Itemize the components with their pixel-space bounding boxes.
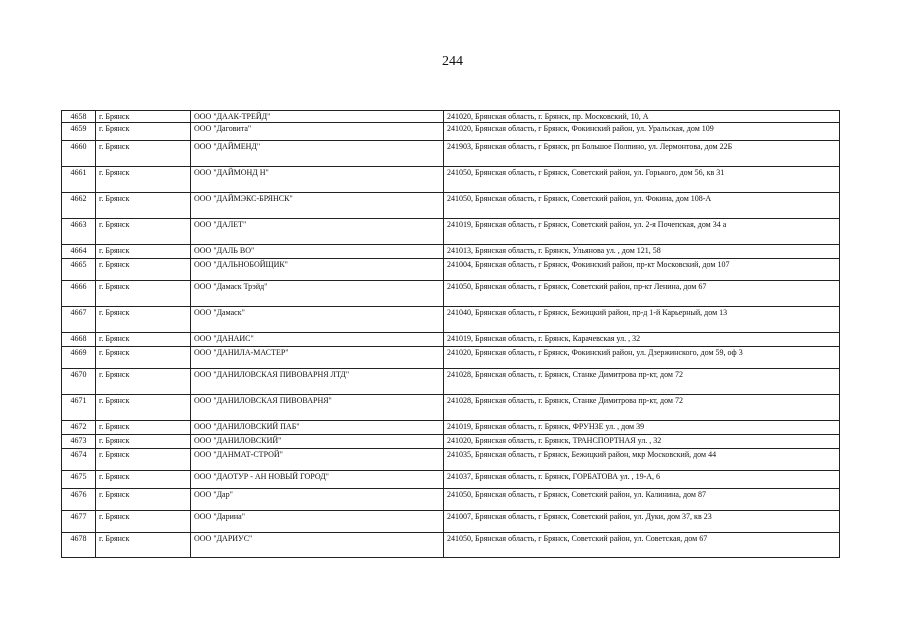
city-cell: г. Брянск [96, 281, 191, 307]
city-cell: г. Брянск [96, 333, 191, 347]
address-cell: 241035, Брянская область, г Брянск, Бежицкий район, мкр Московский, дом 44 [444, 449, 840, 471]
address-cell: 241019, Брянская область, г. Брянск, ФРУНЗЕ ул. , дом 39 [444, 421, 840, 435]
organization-name-cell: ООО "Дар" [191, 489, 444, 511]
table-row [62, 245, 840, 259]
table-row [62, 511, 840, 533]
row-number-cell: 4677 [62, 511, 96, 533]
table-row [62, 533, 840, 558]
organization-name-cell: ООО "ДАЛЕТ" [191, 219, 444, 245]
city-cell: г. Брянск [96, 471, 191, 489]
row-number-cell: 4671 [62, 395, 96, 421]
city-cell: г. Брянск [96, 395, 191, 421]
row-number-cell: 4666 [62, 281, 96, 307]
organization-name-cell: ООО "ДАНИЛОВСКАЯ ПИВОВАРНЯ ЛТД" [191, 369, 444, 395]
address-cell: 241050, Брянская область, г Брянск, Советский район, ул. Фокина, дом 108-А [444, 193, 840, 219]
organization-name-cell: ООО "ДАНАИС" [191, 333, 444, 347]
table-row [62, 111, 840, 123]
city-cell: г. Брянск [96, 307, 191, 333]
table-row [62, 333, 840, 347]
address-cell: 241004, Брянская область, г Брянск, Фокинский район, пр-кт Московский, дом 107 [444, 259, 840, 281]
city-cell: г. Брянск [96, 347, 191, 369]
table-row [62, 167, 840, 193]
row-number-cell: 4658 [62, 111, 96, 123]
address-cell: 241019, Брянская область, г. Брянск, Карачевская ул. , 32 [444, 333, 840, 347]
address-cell: 241020, Брянская область, г. Брянск, пр. Московский, 10, А [444, 111, 840, 123]
row-number-cell: 4675 [62, 471, 96, 489]
organization-name-cell: ООО "Дамаск" [191, 307, 444, 333]
city-cell: г. Брянск [96, 245, 191, 259]
address-cell: 241903, Брянская область, г Брянск, рп Большое Полпино, ул. Лермонтова, дом 22Б [444, 141, 840, 167]
row-number-cell: 4665 [62, 259, 96, 281]
table-row [62, 219, 840, 245]
table-row [62, 421, 840, 435]
organization-name-cell: ООО "ДАРИУС" [191, 533, 444, 558]
address-cell: 241050, Брянская область, г Брянск, Советский район, ул. Горького, дом 56, кв 31 [444, 167, 840, 193]
row-number-cell: 4667 [62, 307, 96, 333]
table-row [62, 281, 840, 307]
organization-name-cell: ООО "Даговита" [191, 123, 444, 141]
registry-table [61, 110, 840, 558]
registry-table-body [62, 111, 840, 558]
city-cell: г. Брянск [96, 533, 191, 558]
table-row [62, 347, 840, 369]
table-row [62, 471, 840, 489]
row-number-cell: 4670 [62, 369, 96, 395]
organization-name-cell: ООО "ДАНИЛОВСКАЯ ПИВОВАРНЯ" [191, 395, 444, 421]
table-row [62, 369, 840, 395]
address-cell: 241040, Брянская область, г Брянск, Бежицкий район, пр-д 1-й Карьерный, дом 13 [444, 307, 840, 333]
row-number-cell: 4674 [62, 449, 96, 471]
city-cell: г. Брянск [96, 141, 191, 167]
page-number: 244 [442, 54, 463, 69]
table-row [62, 489, 840, 511]
address-cell: 241020, Брянская область, г Брянск, Фокинский район, ул. Дзержинского, дом 59, оф 3 [444, 347, 840, 369]
row-number-cell: 4660 [62, 141, 96, 167]
address-cell: 241050, Брянская область, г Брянск, Советский район, ул. Калинина, дом 87 [444, 489, 840, 511]
city-cell: г. Брянск [96, 449, 191, 471]
city-cell: г. Брянск [96, 167, 191, 193]
table-row [62, 449, 840, 471]
row-number-cell: 4663 [62, 219, 96, 245]
table-row [62, 259, 840, 281]
organization-name-cell: ООО "ДАНИЛА-МАСТЕР" [191, 347, 444, 369]
row-number-cell: 4672 [62, 421, 96, 435]
table-row [62, 395, 840, 421]
address-cell: 241028, Брянская область, г. Брянск, Станке Димитрова пр-кт, дом 72 [444, 395, 840, 421]
row-number-cell: 4669 [62, 347, 96, 369]
city-cell: г. Брянск [96, 369, 191, 395]
table-row [62, 141, 840, 167]
city-cell: г. Брянск [96, 421, 191, 435]
organization-name-cell: ООО "ДАЛЬ ВО" [191, 245, 444, 259]
row-number-cell: 4676 [62, 489, 96, 511]
organization-name-cell: ООО "ДАЛЬНОБОЙЩИК" [191, 259, 444, 281]
organization-name-cell: ООО "ДААК-ТРЕЙД" [191, 111, 444, 123]
organization-name-cell: ООО "ДАЙМЕНД" [191, 141, 444, 167]
row-number-cell: 4668 [62, 333, 96, 347]
table-row [62, 193, 840, 219]
address-cell: 241037, Брянская область, г. Брянск, ГОРБАТОВА ул. , 19-А, 6 [444, 471, 840, 489]
address-cell: 241019, Брянская область, г Брянск, Советский район, ул. 2-я Почепская, дом 34 а [444, 219, 840, 245]
city-cell: г. Брянск [96, 111, 191, 123]
city-cell: г. Брянск [96, 123, 191, 141]
organization-name-cell: ООО "ДАНИЛОВСКИЙ ПАБ" [191, 421, 444, 435]
row-number-cell: 4661 [62, 167, 96, 193]
city-cell: г. Брянск [96, 489, 191, 511]
city-cell: г. Брянск [96, 259, 191, 281]
table-row [62, 123, 840, 141]
table-row [62, 435, 840, 449]
organization-name-cell: ООО "ДАНМАТ-СТРОЙ" [191, 449, 444, 471]
organization-name-cell: ООО "Дарина" [191, 511, 444, 533]
organization-name-cell: ООО "ДАЙМОНД Н" [191, 167, 444, 193]
row-number-cell: 4662 [62, 193, 96, 219]
address-cell: 241020, Брянская область, г Брянск, Фокинский район, ул. Уральская, дом 109 [444, 123, 840, 141]
row-number-cell: 4673 [62, 435, 96, 449]
table-row [62, 307, 840, 333]
address-cell: 241028, Брянская область, г. Брянск, Станке Димитрова пр-кт, дом 72 [444, 369, 840, 395]
city-cell: г. Брянск [96, 219, 191, 245]
organization-name-cell: ООО "Дамаск Трэйд" [191, 281, 444, 307]
row-number-cell: 4664 [62, 245, 96, 259]
address-cell: 241050, Брянская область, г Брянск, Советский район, пр-кт Ленина, дом 67 [444, 281, 840, 307]
address-cell: 241020, Брянская область, г. Брянск, ТРАНСПОРТНАЯ ул. , 32 [444, 435, 840, 449]
address-cell: 241050, Брянская область, г Брянск, Советский район, ул. Советская, дом 67 [444, 533, 840, 558]
city-cell: г. Брянск [96, 193, 191, 219]
organization-name-cell: ООО "ДАЙМЭКС-БРЯНСК" [191, 193, 444, 219]
address-cell: 241007, Брянская область, г Брянск, Советский район, ул. Дуки, дом 37, кв 23 [444, 511, 840, 533]
city-cell: г. Брянск [96, 435, 191, 449]
row-number-cell: 4678 [62, 533, 96, 558]
city-cell: г. Брянск [96, 511, 191, 533]
organization-name-cell: ООО "ДАНИЛОВСКИЙ" [191, 435, 444, 449]
row-number-cell: 4659 [62, 123, 96, 141]
address-cell: 241013, Брянская область, г. Брянск, Ульянова ул. , дом 121, 58 [444, 245, 840, 259]
organization-name-cell: ООО "ДАОТУР - АН НОВЫЙ ГОРОД" [191, 471, 444, 489]
